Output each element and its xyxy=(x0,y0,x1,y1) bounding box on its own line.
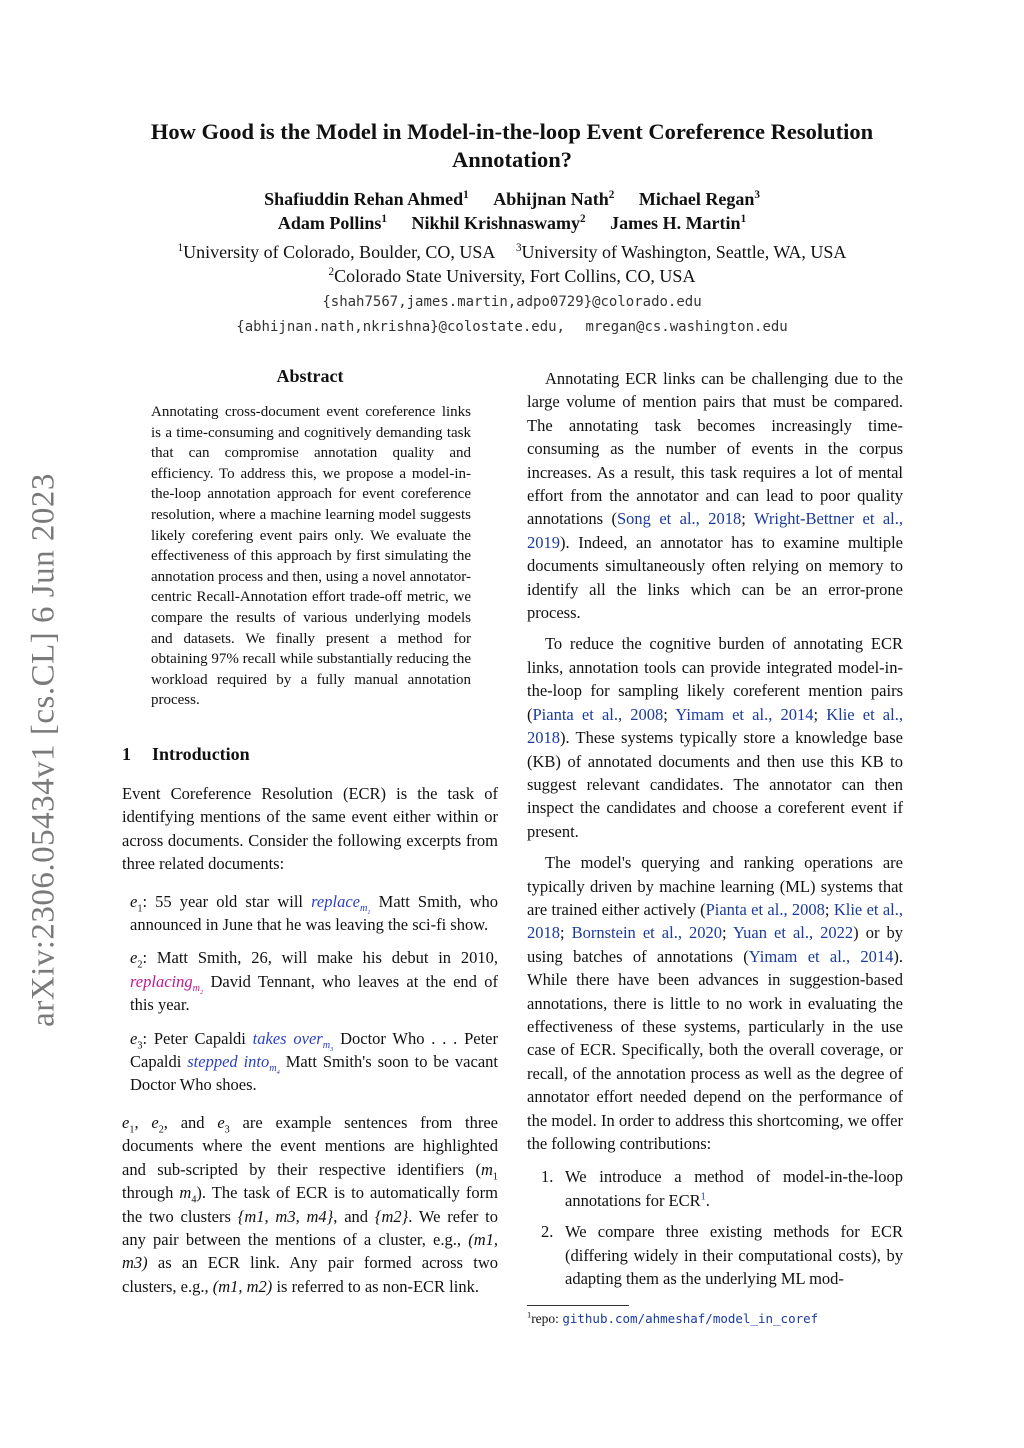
non-ecr-pair: (m1, m2) xyxy=(212,1276,273,1296)
abstract-heading: Abstract xyxy=(276,366,344,386)
affiliation-line-1 xyxy=(110,240,914,264)
citation-link[interactable]: Yuan et al., 2022 xyxy=(733,923,854,943)
ecr-pair: (m1, m3) xyxy=(122,1229,498,1273)
citation-link[interactable]: Wright-Bettner et al., 2019 xyxy=(527,509,903,552)
affiliation: $^2$Colorado State University, Fort Collins, CO, USA xyxy=(328,266,696,286)
email-line-1 xyxy=(110,290,914,314)
example-e1: $e_1$: 55 year old star will replace$_{m_1}$ Matt Smith, who announced in June that he was leaving the sci-fi show. xyxy=(130,891,498,935)
footnote-ref[interactable]: 1 xyxy=(700,1191,706,1203)
examples-discussion: $e_1$, $e_2$, and $e_3$ are example sentences from three documents where the event mentions are highlighted and sub-scripted by their respective identifiers ($m_1$ through $m_4$). The task of ECR is to automatically form the two clusters {m1, m3, m4}, and {m2}. We refer to any pair between the mentions of a cluster, e.g., (m1, m3) as an ECR link. Any pair formed across two clusters, e.g., (m1, m2) is referred to as non-ECR link. xyxy=(122,1112,499,1296)
author: Nikhil Krishnaswamy$^2$ xyxy=(411,213,586,233)
contributions-list xyxy=(527,1165,903,1290)
title-line-1: How Good is the Model in Model-in-the-loop Event Coreference Resolution xyxy=(150,119,874,144)
section-number: 1 xyxy=(122,744,131,764)
repo-link[interactable]: github.com/ahmeshaf/model_in_coref xyxy=(562,1311,819,1326)
citation-link[interactable]: Bornstein et al., 2020 xyxy=(571,923,723,943)
citation-link[interactable]: Pianta et al., 2008 xyxy=(705,899,825,919)
author-line-2 xyxy=(110,211,914,235)
author-line-1 xyxy=(110,187,914,211)
left-column xyxy=(122,782,498,1298)
email[interactable]: mregan@cs.washington.edu xyxy=(585,319,788,335)
paragraph: Annotating ECR links can be challenging due to the large volume of mention pairs that must be compared. The annotating task becomes increasingly time-consuming as the number of events in the corpus increases. As a result, this task requires a lot of mental effort from the annotator and can lead to poor quality annotations (Song et al., 2018; Wright-Bettner et al., 2019). Indeed, an annotator has to examine multiple documents simultaneously often relying on memory to identify all the links which can be an error-prone process. xyxy=(527,369,903,623)
citation-link[interactable]: Klie et al., 2018 xyxy=(527,899,903,943)
author: Shafiuddin Rehan Ahmed$^1$ xyxy=(264,189,469,209)
author: Adam Pollins$^1$ xyxy=(277,213,387,233)
paragraph: The model's querying and ranking operations are typically driven by machine learning (ML) systems that are trained either actively (Pianta et al., 2008; Klie et al., 2018; Bornstein et al., 2020; Yuan et al., 2022) or by using batches of annotations (Yimam et al., 2014). While there have been advances in suggestion-based annotations, there is little to no work in evaluating the effectiveness of these systems, particularly in the use case of ECR. Specifically, both the overall coverage, or recall, of the annotation process as well as the degree of annotator effort needed depend on the performance of the model. In order to address this shortcoming, we offer the following contributions: xyxy=(527,853,904,1153)
event-mention-m2: replacing$_{m_2}$ xyxy=(130,971,204,997)
email[interactable]: {shah7567,james.martin,adpo0729}@colorado.edu xyxy=(322,294,702,310)
citation-link[interactable]: Klie et al., 2018 xyxy=(527,704,903,748)
section-title: Introduction xyxy=(152,744,250,764)
abstract-body: Annotating cross-document event coreference links is a time-consuming and cognitively demanding task that can compromise annotation quality and efficiency. To address this, we propose a model-in-the-loop annotation approach for event coreference resolution, where a machine learning model suggests likely corefering event pairs only. We evaluate the effectiveness of this approach by first simulating the annotation process and then, using a novel annotator-centric Recall-Annotation effort trade-off metric, we compare the results of various underlying models and datasets. We finally present a method for obtaining 97% recall while substantially reducing the workload required by a fully manual annotation process. xyxy=(151,404,471,709)
citation-link[interactable]: Song et al., 2018 xyxy=(616,509,742,529)
event-mention-m3: takes over$_{m_3}$ xyxy=(252,1028,334,1053)
affiliation: $^1$University of Colorado, Boulder, CO, USA xyxy=(177,242,496,262)
paragraph: To reduce the cognitive burden of annotating ECR links, annotation tools can provide integrated model-in-the-loop for sampling likely coreferent mention pairs (Pianta et al., 2008; Yimam et al., 2014; Klie et al., 2018). These systems typically store a knowledge base (KB) of annotated documents and then use this KB to suggest relevant candidates. The annotator can then inspect the candidates and choose a coreferent event if present. xyxy=(527,634,903,841)
intro-paragraph: Event Coreference Resolution (ECR) is the task of identifying mentions of the same event either within or across documents. Consider the following excerpts from three related documents: xyxy=(122,784,498,874)
paper-title xyxy=(110,118,914,174)
right-column xyxy=(527,367,903,1290)
list-item: 2. We compare three existing methods for ECR (differing widely in their computational costs), by adapting them as the underlying ML mod- xyxy=(541,1222,903,1289)
title-line-2: Annotation? xyxy=(451,147,573,172)
author: James H. Martin$^1$ xyxy=(610,213,747,233)
citation-link[interactable]: Pianta et al., 2008 xyxy=(532,704,664,724)
author: Michael Regan$^3$ xyxy=(638,189,760,209)
footnote-rule xyxy=(527,1305,629,1306)
arxiv-sidebar xyxy=(22,460,66,1040)
section-heading xyxy=(122,744,250,765)
cluster-1: {m1, m3, m4} xyxy=(237,1206,334,1226)
email[interactable]: {abhijnan.nath,nkrishna}@colostate.edu, xyxy=(236,319,565,335)
citation-link[interactable]: Yimam et al., 2014 xyxy=(748,946,894,966)
event-mention-m4: stepped into$_{m_4}$ xyxy=(187,1052,280,1077)
cluster-2: {m2} xyxy=(374,1206,409,1226)
arxiv-identifier: arXiv:2306.05434v1 [cs.CL] 6 Jun 2023 xyxy=(25,473,62,1027)
list-item: 1. We introduce a method of model-in-the-loop annotations for ECR$^1$. xyxy=(541,1167,903,1210)
author: Abhijnan Nath$^2$ xyxy=(493,189,615,209)
example-e3: $e_3$: Peter Capaldi takes over$_{m_3}$ Doctor Who . . . Peter Capaldi stepped into$_{m_4}$ Matt Smith's soon to be vacant Doctor Who shoes. xyxy=(130,1028,498,1095)
event-mention-m1: replace$_{m_1}$ xyxy=(311,891,371,916)
affiliation: $^3$University of Washington, Seattle, WA, USA xyxy=(515,242,847,262)
footnote: $^1$repo: github.com/ahmeshaf/model_in_coref xyxy=(527,1310,819,1326)
citation-link[interactable]: Yimam et al., 2014 xyxy=(675,704,814,724)
example-e2: $e_2$: Matt Smith, 26, will make his debut in 2010, replacing$_{m_2}$ David Tennant, who leaves at the end of this year. xyxy=(130,948,498,1015)
email-line-2 xyxy=(110,315,914,339)
affiliation-line-2 xyxy=(110,264,914,288)
